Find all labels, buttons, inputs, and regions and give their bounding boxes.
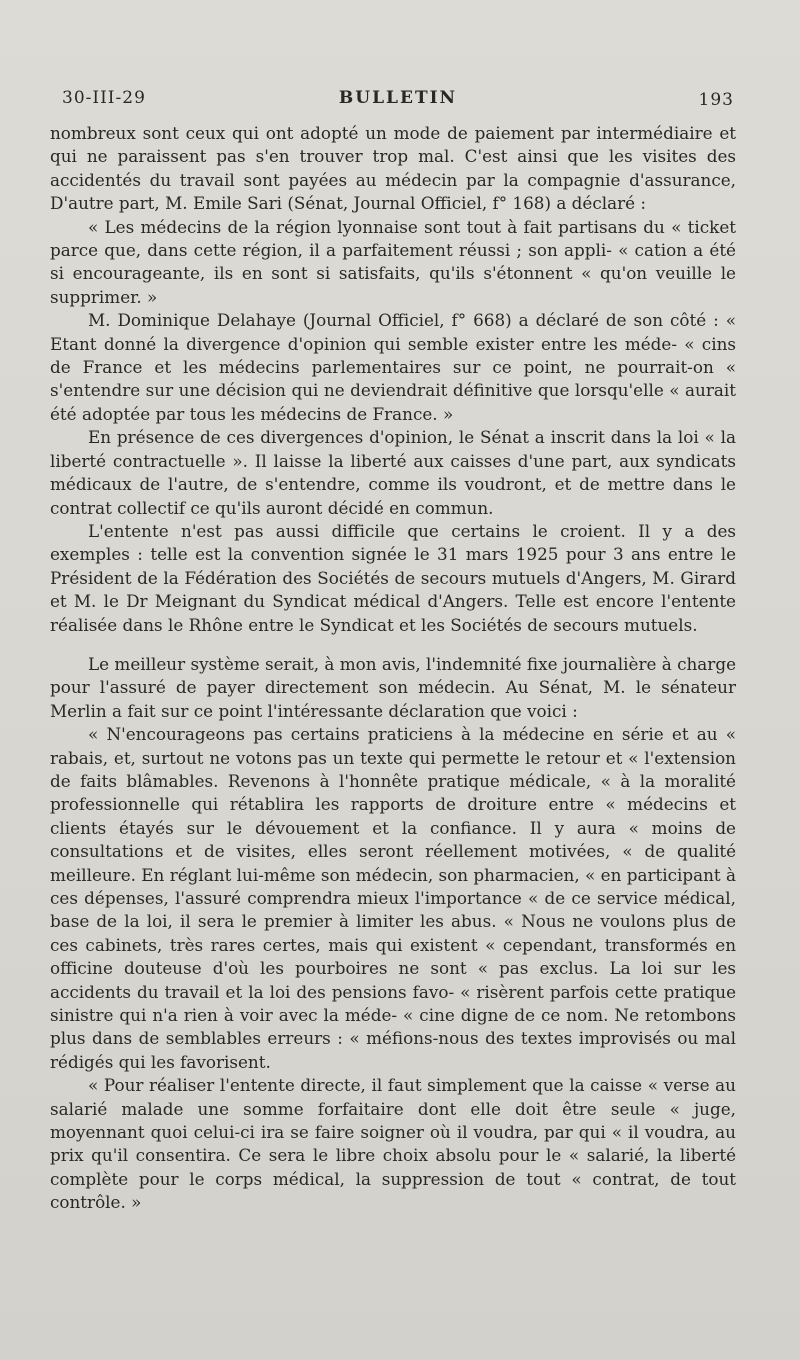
bulletin-title: BULLETIN (338, 88, 458, 108)
paragraph-senat-liberte: En présence de ces divergences d'opinion, le Sénat a inscrit dans la loi « la liberté contractuelle ». Il laisse la liberté aux caisses d'une part, aux syndicats médicaux de l'autre, de s'entendre, comme ils voudront, et de mettre dans le contrat collectif ce qu'ils auront décidé en commun. (50, 427, 736, 518)
quote-merlin-part-2: « Pour réaliser l'entente directe, il faut simplement que la caisse « verse au salarié malade une somme forfaitaire dont elle doit être seule « juge, moyennant quoi celui-ci ira se faire soigner où il voudra, par qui « il voudra, au prix qu'il consentira. Ce sera le libre choix absolu pour le « salarié, la liberté complète pour le corps médical, la suppression de tout « contrat, de tout contrôle. » (50, 1075, 736, 1213)
paragraph-meilleur-systeme: Le meilleur système serait, à mon avis, l'indemnité fixe journalière à charge pour l'assuré de payer directement son médecin. Au Sénat, M. le sénateur Merlin a fait sur ce point l'intéressante déclaration que voici : (50, 653, 736, 721)
paragraph-entente: L'entente n'est pas aussi difficile que certains le croient. Il y a des exemples : telle est la convention signée le 31 mars 1925 pour 3 ans entre le Président de la Fédération des Sociétés de secours mutuels d'Angers, M. Girard et M. le Dr Meignant du Syndicat médical d'Angers. Telle est encore l'entente réalisée dans le Rhône entre le Syndicat et les Sociétés de secours mutuels. (50, 520, 736, 635)
article-body (50, 122, 736, 1215)
page-header (62, 88, 734, 116)
paragraph-continuation: nombreux sont ceux qui ont adopté un mode de paiement par intermédiaire et qui ne paraissent pas s'en trouver trop mal. C'est ainsi que les visites des accidentés du travail sont payées au médecin par la compagnie d'assurance, D'autre part, M. Emile Sari (Sénat, Journal Officiel, f° 168) a déclaré : (50, 123, 736, 214)
issue-date: 30-III-29 (62, 88, 146, 108)
page-number: 193 (698, 90, 734, 110)
quote-sari: « Les médecins de la région lyonnaise sont tout à fait partisans du « ticket parce que, dans cette région, il a parfaitement réussi ; son appli- « cation a été si encourageante, ils en sont si satisfaits, qu'ils s'étonnent « qu'on veuille le supprimer. » (50, 216, 736, 307)
paragraph-delahaye: M. Dominique Delahaye (Journal Officiel, f° 668) a déclaré de son côté : « Etant donné la divergence d'opinion qui semble exister entre les méde- « cins de France et les médecins parlementaires sur ce point, ne pourrait-on « s'entendre sur une décision qui ne deviendrait définitive que lorsqu'elle « aurait été adoptée par tous les médecins de France. » (50, 310, 736, 424)
quote-merlin-part-1: « N'encourageons pas certains praticiens à la médecine en série et au « rabais, et, surtout ne votons pas un texte qui permette le retour et « l'extension de faits blâmables. Revenons à l'honnête pratique médicale, « à la moralité professionnelle qui rétablira les rapports de droiture entre « médecins et clients étayés sur le dévouement et la confiance. Il y aura « moins de consultations et de visites, elles seront réellement motivées, « de qualité meilleure. En réglant lui-même son médecin, son pharmacien, « en participant à ces dépenses, l'assuré comprendra mieux l'importance « de ce service médical, base de la loi, il sera le premier à limiter les abus. « Nous ne voulons plus de ces cabinets, très rares certes, mais qui existent « cependant, transformés en officine douteuse d'où les pourboires ne sont « pas exclus. La loi sur les accidents du travail et la loi des pensions favo- « risèrent parfois cette pratique sinistre qui n'a rien à voir avec la méde- « cine digne de ce nom. Ne retombons plus dans de semblables erreurs : « méfions-nous des textes improvisés ou mal rédigés qui les favorisent. (50, 724, 736, 1072)
